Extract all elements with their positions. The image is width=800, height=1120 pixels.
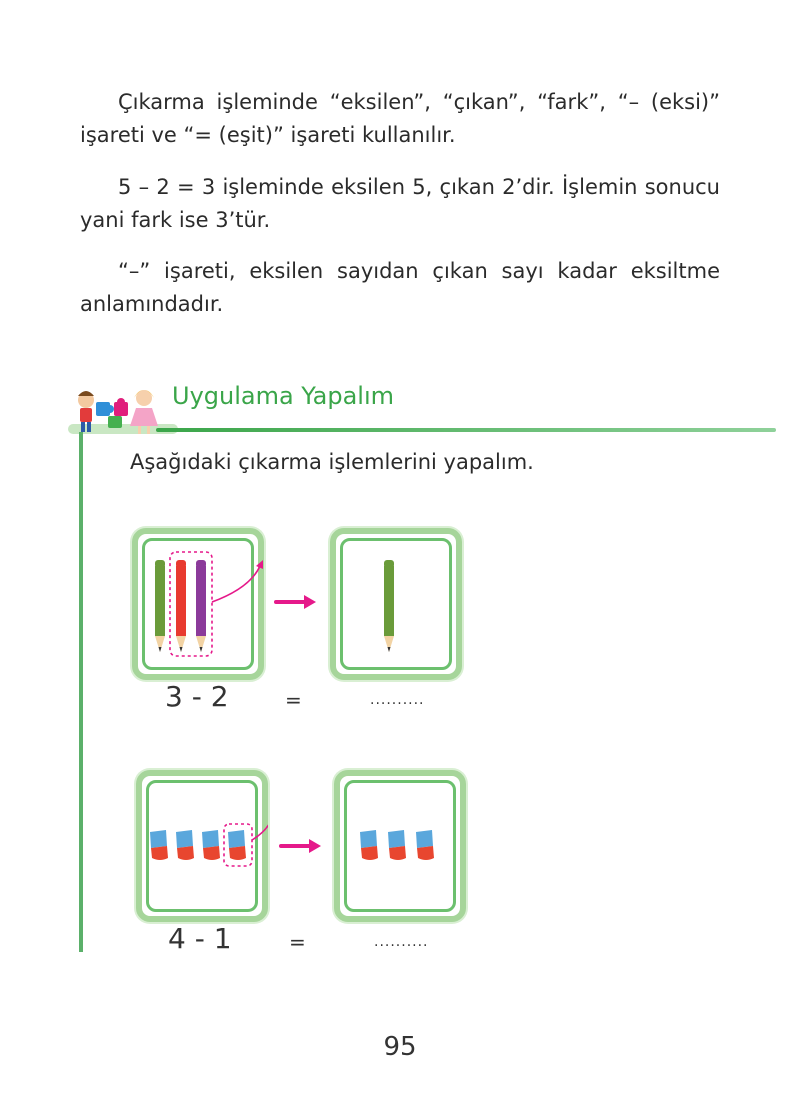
section-title: Uygulama Yapalım	[172, 382, 395, 410]
answer-blank-2[interactable]: ..........	[374, 934, 429, 950]
eraser-start-card	[136, 770, 268, 922]
three-pencils-illustration	[132, 528, 264, 680]
section-side-bar	[79, 432, 83, 952]
eraser-icon	[360, 830, 378, 860]
remove-arrow	[252, 810, 268, 840]
expression-1: 3 - 2	[165, 680, 229, 713]
header-divider	[156, 428, 776, 432]
right-arrow-icon	[274, 592, 318, 612]
eraser-result-card	[334, 770, 466, 922]
expression-2: 4 - 1	[168, 922, 232, 955]
section-header	[68, 380, 708, 440]
three-erasers-illustration	[334, 770, 466, 922]
pencil-start-card	[132, 528, 264, 680]
page-number: 95	[383, 1032, 417, 1062]
pencil-result-card	[330, 528, 462, 680]
eraser-icon	[202, 830, 220, 860]
pencil-icon	[155, 560, 165, 652]
right-arrow-icon	[279, 836, 323, 856]
paragraph-example: 5 – 2 = 3 işleminde eksilen 5, çıkan 2’dir. İşlemin sonucu yani fark ise 3’tür.	[80, 175, 720, 232]
paragraph-minus-meaning: “–” işareti, eksilen sayıdan çıkan sayı kadar eksiltme anlamındadır.	[80, 259, 720, 316]
equals-sign-2: =	[289, 930, 306, 954]
answer-blank-1[interactable]: ..........	[370, 692, 425, 708]
paragraph-subtraction-terms: Çıkarma işleminde “eksilen”, “çıkan”, “fark”, “– (eksi)” işareti ve “= (eşit)” işareti kullanılır.	[80, 90, 720, 147]
eraser-icon	[388, 830, 406, 860]
remove-arrow	[212, 566, 260, 602]
eraser-icon	[176, 830, 194, 860]
pencil-icon	[384, 560, 394, 652]
pencil-icon	[196, 560, 206, 652]
four-erasers-illustration	[136, 770, 268, 922]
equals-sign-1: =	[285, 688, 302, 712]
eraser-icon	[150, 830, 168, 860]
eraser-icon	[416, 830, 434, 860]
one-pencil-illustration	[330, 528, 462, 680]
eraser-icon	[228, 830, 246, 860]
exercise-instruction: Aşağıdaki çıkarma işlemlerini yapalım.	[130, 450, 534, 474]
pencil-icon	[176, 560, 186, 652]
